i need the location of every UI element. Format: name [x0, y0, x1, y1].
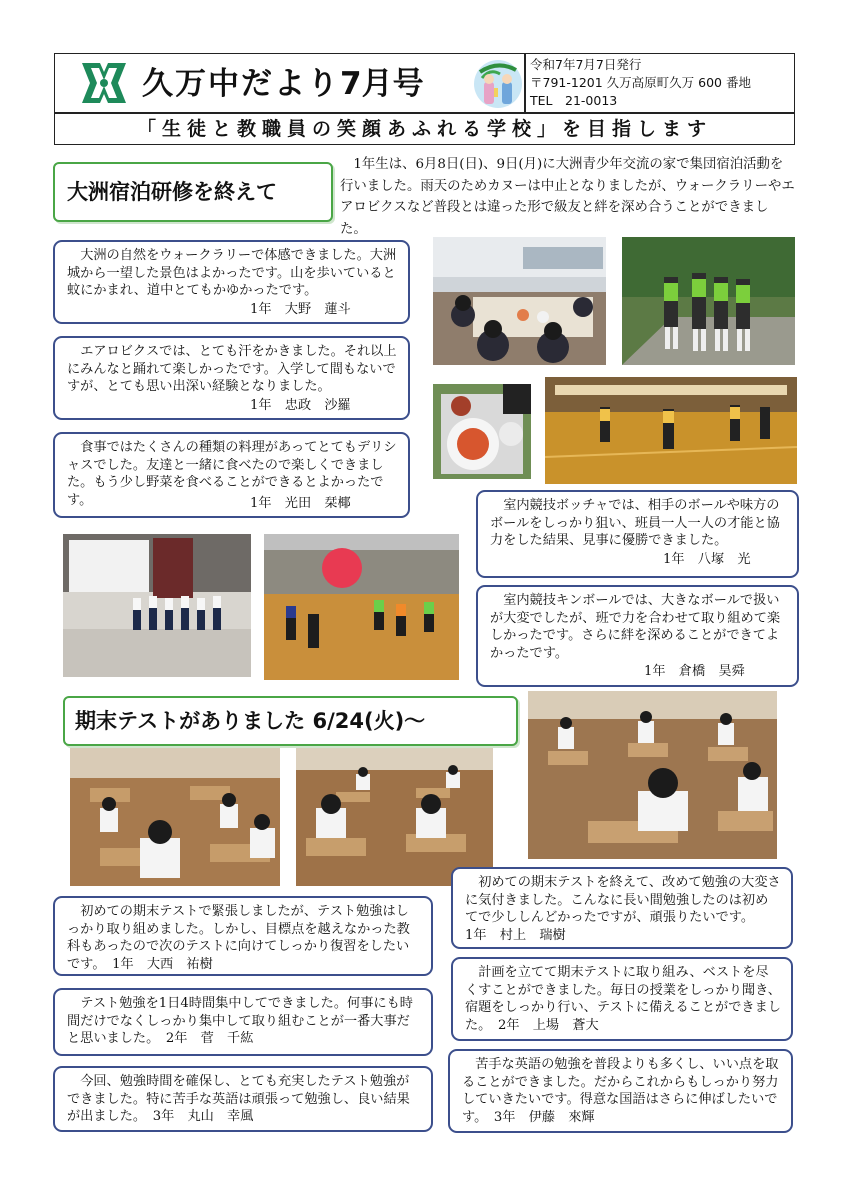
- comment-signature: 1年 忠政 沙羅: [250, 398, 351, 413]
- photo-exam-classroom-2: [296, 748, 493, 886]
- school-address: 〒791-1201 久万高原町久万 600 番地: [530, 75, 751, 90]
- comment-text: 大洲の自然をウォークラリーで体感できました。大洲城から一望した景色はよかったです。山を歩いていると蚊にかまれ、道中とてもかゆかったです。: [67, 248, 397, 298]
- newsletter-title: 久万中だより: [142, 66, 340, 102]
- issue-label: 7月号: [340, 66, 424, 102]
- comment-box: [53, 432, 410, 518]
- comment-box: [53, 1066, 433, 1132]
- comment-box: [448, 1049, 793, 1133]
- comment-box: [53, 896, 433, 976]
- comment-box: [451, 957, 793, 1041]
- section-heading-exam: 期末テストがありました 6/24(火)～: [63, 696, 518, 746]
- comment-body: 初めての期末テストを終えて、改めて勉強の大変さに気付きました。こんなに長い間勉強したのは初めてで少ししんどかったですが、頑張りたいです。: [465, 875, 781, 925]
- comment-text: [465, 964, 781, 1034]
- comment-text: 室内競技キンボールでは、大きなボールで扱いが大変でしたが、班で力を合わせて取り組めて楽しかったです。さらに絆を深めることができてよかったです。: [490, 593, 781, 661]
- comment-signature: 3年 伊藤 來輝: [493, 1109, 595, 1125]
- school-motto: 「生徒と教職員の笑顔あふれる学校」を目指します: [54, 113, 795, 145]
- comment-box: [53, 988, 433, 1056]
- comment-signature: 2年 菅 千紘: [165, 1031, 254, 1046]
- photo-dining-hall: [433, 237, 606, 365]
- photo-bocce-stage: [63, 534, 251, 677]
- comment-signature: 1年 八塚 光: [663, 552, 751, 567]
- comment-text: [67, 903, 421, 973]
- photo-exam-classroom-3: [528, 691, 777, 859]
- comment-box: [451, 867, 793, 949]
- comment-text: [462, 1056, 781, 1126]
- tanabata-illustration: [470, 58, 526, 110]
- comment-body: 苦手な英語の勉強を普段よりも多くし、いい点を取ることができました。だからこれからもしっかり努力していきたいです。得意な国語はさらに伸ばしたいです。: [462, 1057, 779, 1125]
- comment-text: 食事ではたくさんの種類の料理があってとてもデリシャスでした。友達と一緒に食べたので楽しくできました。もう少し野菜を食べることができるとよかったです。: [67, 440, 397, 508]
- comment-body: 今回、勉強時間を確保し、とても充実したテスト勉強ができました。特に苦手な英語は頑張って勉強し、良い結果が出ました。: [67, 1074, 410, 1124]
- comment-text: [67, 1073, 421, 1126]
- comment-signature: 1年 大西 祐樹: [112, 956, 213, 972]
- photo-aerobics-gym: [545, 377, 797, 484]
- school-logo-icon: [78, 60, 130, 106]
- comment-box: [476, 585, 799, 687]
- comment-body: テスト勉強を1日4時間集中してできました。何事にも時間だけでなくしっかり集中して取り組むことが一番大事だと思いました。: [67, 996, 413, 1046]
- comment-text: エアロビクスでは、とても汗をかきました。それ以上にみんなと踊れて楽しかったです。入学して間もないですが、とても思い出深い経験となりました。: [67, 344, 397, 394]
- comment-text: [67, 995, 421, 1048]
- comment-box: [53, 336, 410, 420]
- comment-text: [465, 874, 781, 944]
- comment-signature: 1年 村上 瑞樹: [465, 927, 566, 943]
- comment-signature: 3年 丸山 幸風: [152, 1109, 254, 1124]
- comment-signature: 2年 上場 蒼大: [497, 1017, 599, 1033]
- comment-signature: 1年 大野 蓮斗: [250, 302, 351, 317]
- photo-meal-tray: [433, 384, 531, 479]
- photo-walk-rally: [622, 237, 795, 365]
- comment-box: [53, 240, 410, 324]
- section-heading-osu: 大洲宿泊研修を終えて: [53, 162, 333, 222]
- comment-signature: 1年 光田 栞椰: [250, 496, 351, 511]
- section-intro-osu: 1年生は、6月8日(日)、9日(月)に大洲青少年交流の家で集団宿泊活動を行いました。雨天のためカヌーは中止となりましたが、ウォークラリーやエアロビクスなど普段とは違った形で級友と絆を深め合うことができました。: [340, 157, 795, 237]
- publication-info: [530, 56, 751, 110]
- photo-exam-classroom-1: [70, 748, 280, 886]
- comment-signature: 1年 倉橋 昊舜: [644, 664, 745, 679]
- comment-text: 室内競技ボッチャでは、相手のボールや味方のボールをしっかり狙い、班員一人一人の才能と協力をした結果、見事に優勝できました。: [490, 498, 780, 548]
- issue-date: 令和7年7月7日発行: [530, 57, 642, 72]
- comment-body: 初めての期末テストで緊張しましたが、テスト勉強はしっかり取り組めました。しかし、目標点を越えなかった教科もあったので次のテストに向けてしっかり復習をしたいです。: [67, 904, 410, 972]
- comment-body: 計画を立てて期末テストに取り組み、ベストを尽くすことができました。毎日の授業をしっかり聞き、宿題をしっかり行い、テストに備えることができました。: [465, 965, 781, 1033]
- comment-box: [476, 490, 799, 578]
- school-tel: TEL 21-0013: [530, 93, 618, 108]
- photo-kinball-gym: [264, 534, 459, 680]
